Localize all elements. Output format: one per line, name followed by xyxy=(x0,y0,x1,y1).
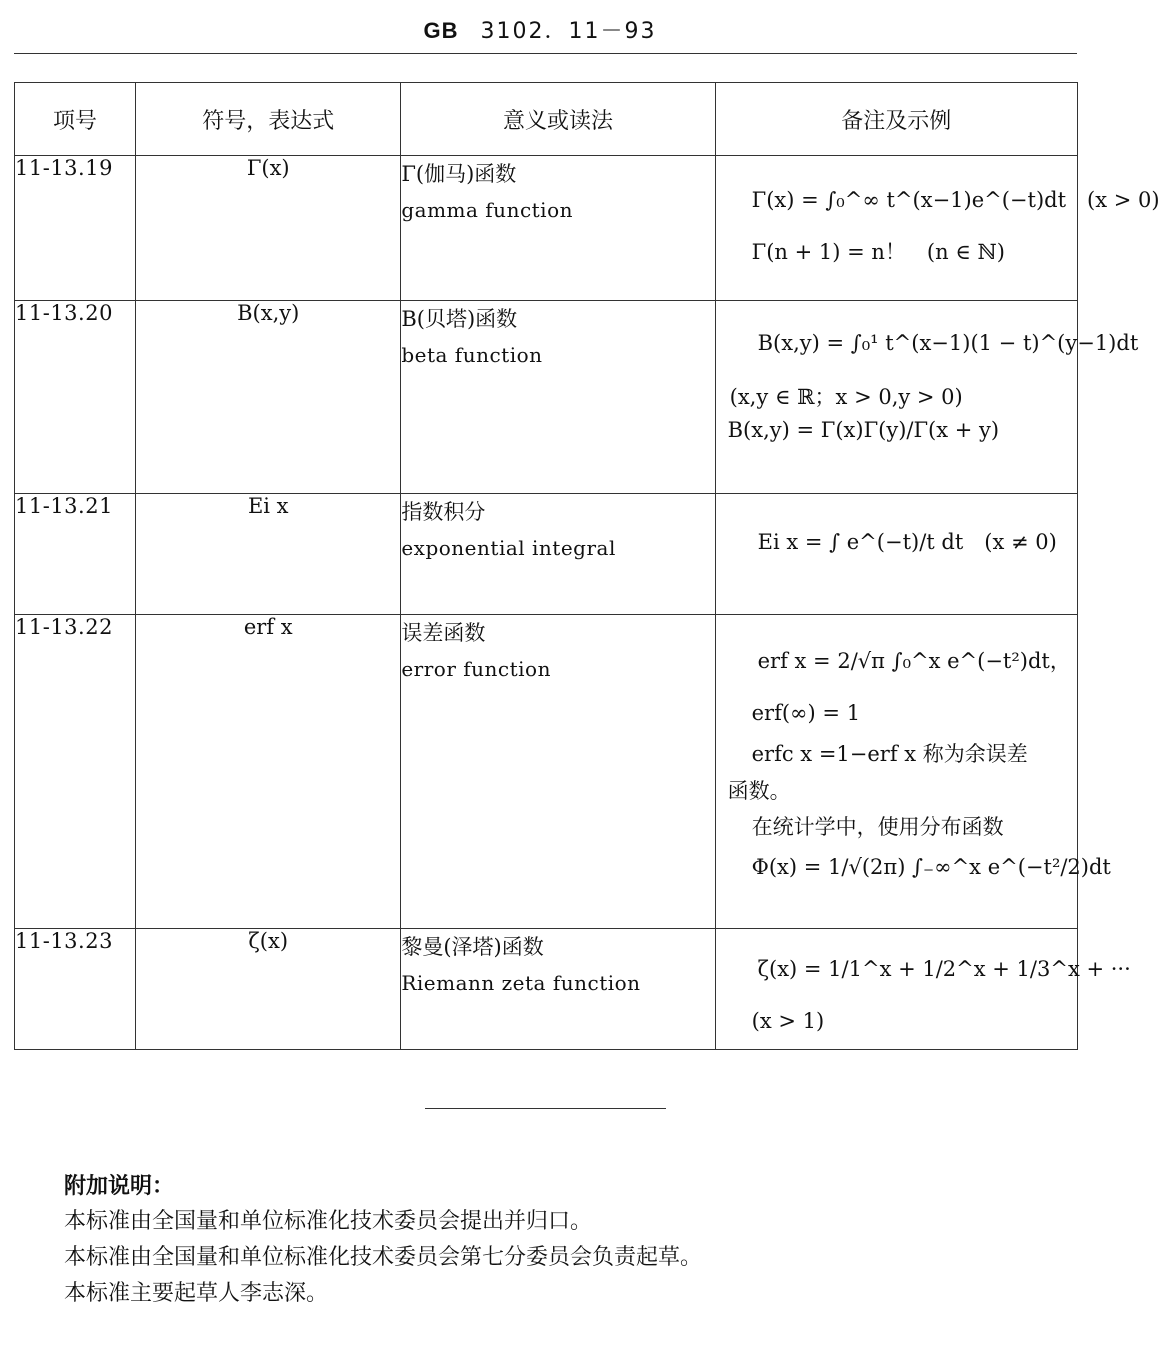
item-number: 11-13.22 xyxy=(15,615,136,929)
notes-cell xyxy=(715,494,1077,615)
standard-code: GB xyxy=(423,18,459,43)
note-line: 本标准由全国量和单位标准化技术委员会第七分委员会负责起草。 xyxy=(64,1245,703,1270)
additional-notes-title: 附加说明： xyxy=(64,1173,175,1199)
note-line: 本标准主要起草人李志深。 xyxy=(64,1281,329,1306)
text-erfc: erfc x =1−erf x 称为余误差 xyxy=(751,742,1028,766)
formula-phi: Φ(x) = 1/√(2π) ∫₋∞^x e^(−t²/2)dt xyxy=(751,855,1111,879)
table-row xyxy=(15,494,1078,615)
notes-cell xyxy=(715,156,1160,301)
item-number: 11-13.23 xyxy=(15,929,136,1050)
symbol-expression: Γ(x) xyxy=(136,156,401,301)
formula-beta-domain: (x,y ∈ ℝ；x > 0,y > 0) xyxy=(729,385,963,409)
table-row xyxy=(15,615,1078,929)
formula-gamma-factorial: Γ(n + 1) = n！ (n ∈ ℕ) xyxy=(751,240,1005,264)
item-number: 11-13.19 xyxy=(15,156,136,301)
table-row xyxy=(15,156,1078,301)
footer-rule xyxy=(425,1108,666,1109)
col-header-meaning: 意义或读法 xyxy=(401,83,715,156)
meaning-en: exponential integral xyxy=(401,536,616,560)
symbol-expression: Ei x xyxy=(136,494,401,615)
symbols-table xyxy=(14,82,1160,1050)
text-statistics: 在统计学中，使用分布函数 xyxy=(751,815,1004,839)
standard-number: 3102．11－93 xyxy=(480,19,657,44)
formula-zeta-domain: (x > 1) xyxy=(751,1009,825,1033)
symbol-expression: erf x xyxy=(136,615,401,929)
notes-cell xyxy=(715,615,1111,929)
standard-header xyxy=(0,14,1080,45)
note-line: 本标准由全国量和单位标准化技术委员会提出并归口。 xyxy=(64,1209,593,1234)
item-number: 11-13.21 xyxy=(15,494,136,615)
meaning-en: Riemann zeta function xyxy=(401,971,641,995)
col-header-item: 项号 xyxy=(15,83,136,156)
header-rule xyxy=(14,53,1077,54)
col-header-symbol: 符号，表达式 xyxy=(136,83,401,156)
symbol-expression: B(x,y) xyxy=(136,301,401,494)
meaning-zh: Γ(伽马)函数 xyxy=(401,162,517,186)
meaning-en: error function xyxy=(401,657,551,681)
table-row xyxy=(15,301,1078,494)
formula-erf: erf x = 2/√π ∫₀^x e^(−t²)dt， xyxy=(757,649,1071,673)
table-row xyxy=(15,929,1078,1050)
symbol-expression: ζ(x) xyxy=(136,929,401,1050)
formula-ei: Ei x = ∫ e^(−t)/t dt (x ≠ 0) xyxy=(757,530,1057,554)
meaning xyxy=(401,615,715,929)
meaning xyxy=(401,929,715,1050)
additional-notes xyxy=(64,1168,702,1312)
meaning-en: beta function xyxy=(401,343,543,367)
table-header-row xyxy=(15,83,1078,156)
meaning xyxy=(401,301,715,494)
formula-erf-infinity: erf(∞) = 1 xyxy=(751,701,861,725)
col-header-notes: 备注及示例 xyxy=(715,83,1077,156)
notes-cell xyxy=(715,301,1139,494)
meaning xyxy=(401,494,715,615)
meaning xyxy=(401,156,715,301)
formula-beta-gamma: B(x,y) = Γ(x)Γ(y)/Γ(x + y) xyxy=(727,418,1000,442)
item-number: 11-13.20 xyxy=(15,301,136,494)
meaning-zh: B(贝塔)函数 xyxy=(401,307,518,331)
formula-gamma: Γ(x) = ∫₀^∞ t^(x−1)e^(−t)dt (x > 0) xyxy=(751,188,1160,212)
meaning-zh: 误差函数 xyxy=(401,621,486,645)
meaning-zh: 黎曼(泽塔)函数 xyxy=(401,935,544,959)
notes-cell xyxy=(715,929,1131,1050)
meaning-en: gamma function xyxy=(401,198,574,222)
formula-zeta: ζ(x) = 1/1^x + 1/2^x + 1/3^x + ··· xyxy=(757,957,1131,981)
formula-beta: B(x,y) = ∫₀¹ t^(x−1)(1 − t)^(y−1)dt xyxy=(757,331,1139,355)
meaning-zh: 指数积分 xyxy=(401,500,486,524)
text-erfc-cont: 函数。 xyxy=(727,779,791,803)
